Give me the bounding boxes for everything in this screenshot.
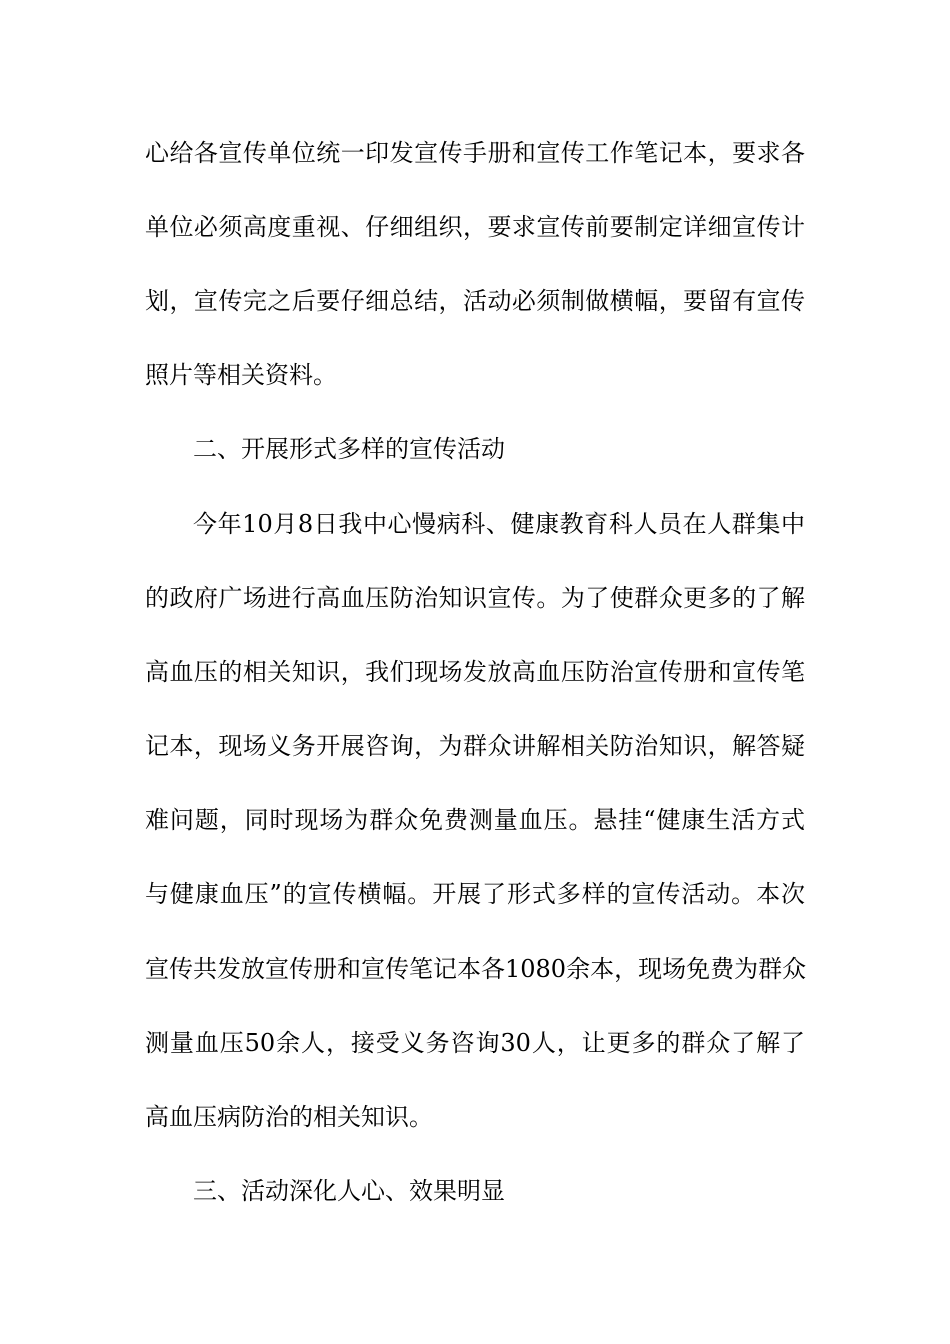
section-heading: 二、开展形式多样的宣传活动 xyxy=(193,435,505,463)
section-heading: 三、活动深化人心、效果明显 xyxy=(193,1177,505,1205)
body-text-line: 记本，现场义务开展咨询，为群众讲解相关防治知识，解答疑 xyxy=(145,732,805,760)
body-text-line: 高血压病防治的相关知识。 xyxy=(145,1103,433,1131)
body-text-line: 心给各宣传单位统一印发宣传手册和宣传工作笔记本，要求各 xyxy=(145,139,805,167)
body-text-line: 测量血压50余人，接受义务咨询30人，让更多的群众了解了 xyxy=(145,1029,805,1057)
body-text-line: 照片等相关资料。 xyxy=(145,361,337,389)
body-text-line: 高血压的相关知识，我们现场发放高血压防治宣传册和宣传笔 xyxy=(145,658,805,686)
body-text-line: 的政府广场进行高血压防治知识宣传。为了使群众更多的了解 xyxy=(145,584,805,612)
body-text-line: 宣传共发放宣传册和宣传笔记本各1080余本，现场免费为群众 xyxy=(145,955,807,983)
body-text-line: 今年10月8日我中心慢病科、健康教育科人员在人群集中 xyxy=(193,510,805,538)
body-text-line: 难问题，同时现场为群众免费测量血压。悬挂“健康生活方式 xyxy=(145,806,805,834)
body-text-line: 划，宣传完之后要仔细总结，活动必须制做横幅，要留有宣传 xyxy=(145,287,805,315)
body-text-line: 与健康血压”的宣传横幅。开展了形式多样的宣传活动。本次 xyxy=(145,880,805,908)
body-text-line: 单位必须高度重视、仔细组织，要求宣传前要制定详细宣传计 xyxy=(145,213,805,241)
